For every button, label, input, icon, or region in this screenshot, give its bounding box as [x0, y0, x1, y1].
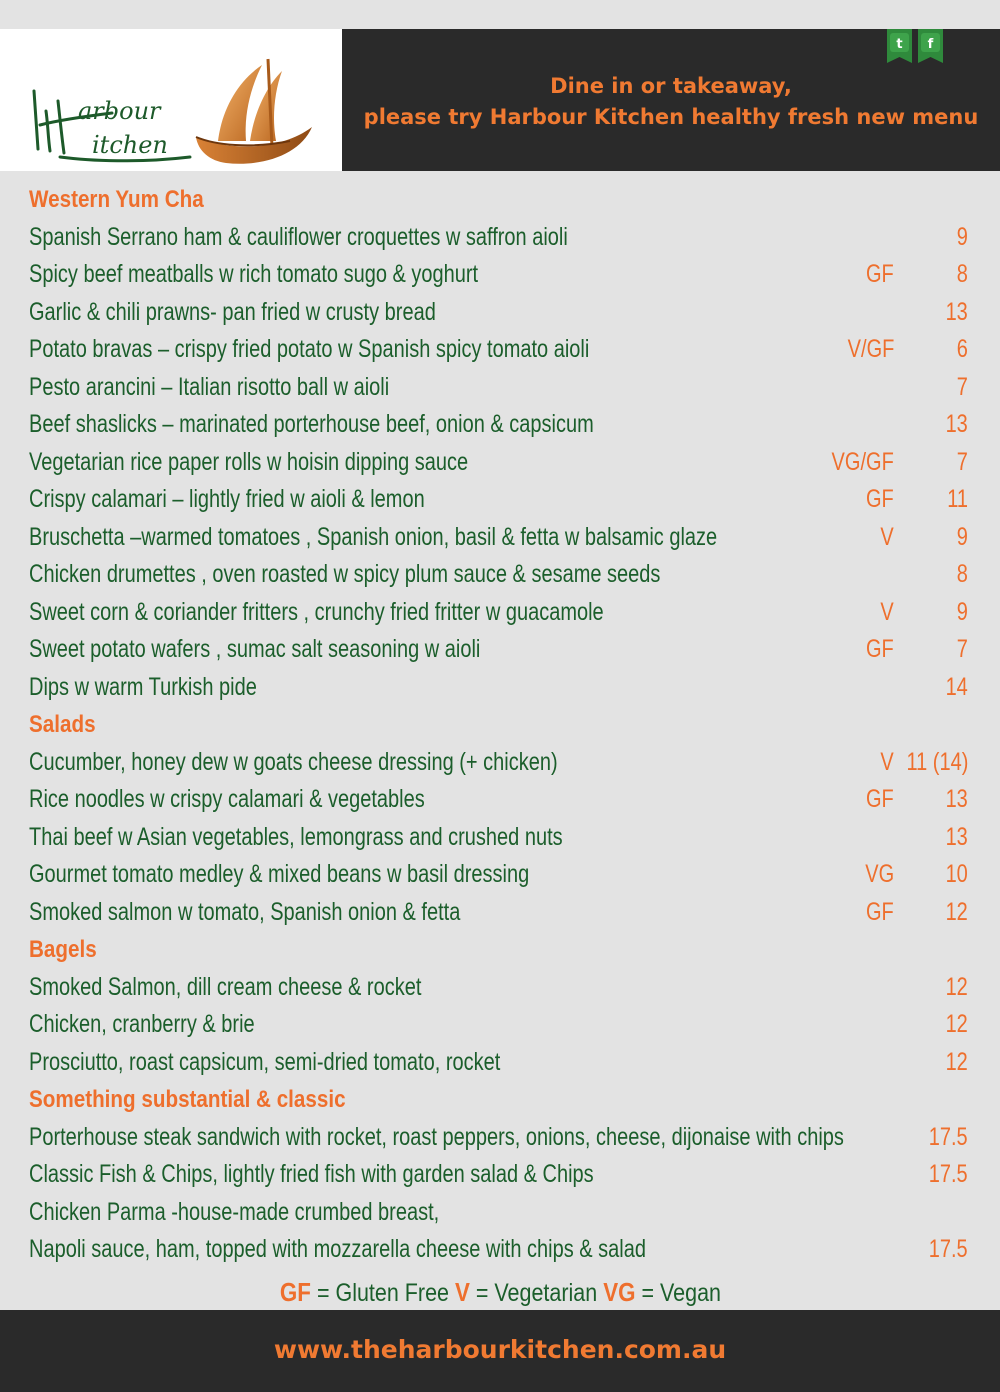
menu-item-name: Sweet corn & coriander fritters , crunchy fried fritter w guacamole [29, 597, 604, 626]
facebook-link[interactable] [918, 29, 943, 63]
menu-item-price: 12 [945, 897, 968, 926]
menu-item-price: 12 [945, 1047, 968, 1076]
section-title: Western Yum Cha [29, 186, 204, 213]
legend-label: = Vegan [641, 1279, 721, 1307]
menu-item [29, 894, 974, 932]
menu-item-price: 13 [945, 785, 968, 814]
menu-item-name: Porterhouse steak sandwich with rocket, roast peppers, onions, cheese, dijonaise with chips [29, 1122, 844, 1151]
menu-item-price: 12 [945, 972, 968, 1001]
menu-item [29, 369, 974, 407]
menu-item [29, 594, 974, 632]
svg-text:itchen: itchen [92, 131, 168, 159]
menu-item-name: Prosciutto, roast capsicum, semi-dried tomato, rocket [29, 1047, 501, 1076]
menu-item-name: Classic Fish & Chips, lightly fried fish with garden salad & Chips [29, 1160, 594, 1189]
twitter-link[interactable] [887, 29, 912, 63]
menu-item [29, 331, 974, 369]
menu-item [29, 1156, 974, 1194]
menu-item-price: 6 [956, 335, 968, 364]
menu-item [29, 969, 974, 1007]
menu-item-price: 8 [956, 260, 968, 289]
menu-item-name: Garlic & chili prawns- pan fried w crusty bread [29, 297, 436, 326]
menu-item [29, 1231, 974, 1269]
legend-label: = Vegetarian [475, 1279, 597, 1307]
dietary-tag: V [880, 597, 894, 626]
dietary-tag: V [880, 747, 894, 776]
website-link[interactable]: www.theharbourkitchen.com.au [273, 1335, 727, 1364]
logo[interactable] [0, 29, 342, 171]
dietary-tag: GF [866, 897, 894, 926]
menu-item [29, 444, 974, 482]
menu-item-name: Sweet potato wafers , sumac salt seasoning w aioli [29, 635, 481, 664]
menu-item-price: 7 [956, 635, 968, 664]
facebook-icon [918, 29, 943, 63]
menu-item-name: Dips w warm Turkish pide [29, 672, 257, 701]
menu-item [29, 1119, 974, 1157]
menu-item-price: 7 [956, 372, 968, 401]
dietary-legend [0, 1274, 1000, 1310]
menu [29, 181, 974, 1269]
header-banner [342, 29, 1000, 171]
dietary-tag: VG [865, 860, 894, 889]
menu-item [29, 481, 974, 519]
dietary-tag: VG/GF [831, 447, 894, 476]
dietary-tag: GF [866, 260, 894, 289]
menu-item [29, 856, 974, 894]
menu-item-price: 9 [956, 522, 968, 551]
menu-item [29, 256, 974, 294]
menu-item [29, 631, 974, 669]
menu-item-price: 7 [956, 447, 968, 476]
menu-item-price: 8 [956, 560, 968, 589]
menu-item-name: Chicken, cranberry & brie [29, 1010, 255, 1039]
menu-item-name: Thai beef w Asian vegetables, lemongrass and crushed nuts [29, 822, 563, 851]
menu-item-name: Napoli sauce, ham, topped with mozzarella cheese with chips & salad [29, 1235, 646, 1264]
menu-item-name: Crispy calamari – lightly fried w aioli & lemon [29, 485, 425, 514]
dietary-tag: GF [866, 485, 894, 514]
menu-item-name: Beef shaslicks – marinated porterhouse beef, onion & capsicum [29, 410, 594, 439]
menu-item-price: 9 [956, 222, 968, 251]
twitter-icon [887, 29, 912, 63]
dietary-tag: GF [866, 635, 894, 664]
menu-item-name: Smoked salmon w tomato, Spanish onion & fetta [29, 897, 461, 926]
legend-label: = Gluten Free [316, 1279, 449, 1307]
menu-item-price: 11 (14) [906, 747, 968, 776]
menu-item [29, 669, 974, 707]
header [0, 29, 1000, 171]
tagline-line-2: please try Harbour Kitchen healthy fresh new menu [363, 105, 979, 129]
tagline-line-1: Dine in or takeaway, [550, 74, 792, 98]
menu-item-price: 13 [945, 410, 968, 439]
menu-item [29, 1006, 974, 1044]
menu-item-name: Rice noodles w crispy calamari & vegetables [29, 785, 425, 814]
menu-item-name: Spanish Serrano ham & cauliflower croquettes w saffron aioli [29, 222, 568, 251]
tagline [342, 71, 1000, 133]
menu-item-name: Spicy beef meatballs w rich tomato sugo & yoghurt [29, 260, 479, 289]
section-title: Bagels [29, 936, 97, 964]
dietary-tag: GF [866, 785, 894, 814]
svg-text:f: f [927, 37, 934, 52]
menu-item [29, 406, 974, 444]
menu-item-name: Cucumber, honey dew w goats cheese dressing (+ chicken) [29, 747, 558, 776]
menu-item [29, 1044, 974, 1082]
menu-item [29, 519, 974, 557]
menu-item-name: Vegetarian rice paper rolls w hoisin dipping sauce [29, 447, 469, 476]
menu-item [29, 1194, 974, 1232]
svg-text:arbour: arbour [78, 97, 161, 125]
svg-text:t: t [896, 37, 903, 52]
menu-item-price: 10 [945, 860, 968, 889]
menu-item-name: Pesto arancini – Italian risotto ball w aioli [29, 372, 390, 401]
menu-item [29, 294, 974, 332]
menu-item-price: 12 [945, 1010, 968, 1039]
legend-code: V [454, 1277, 470, 1307]
menu-item-name: Smoked Salmon, dill cream cheese & rocket [29, 972, 422, 1001]
menu-item [29, 819, 974, 857]
menu-item [29, 219, 974, 257]
dietary-tag: V [880, 522, 894, 551]
menu-item-name: Chicken Parma -house-made crumbed breast, [29, 1197, 440, 1226]
menu-item [29, 556, 974, 594]
menu-item [29, 781, 974, 819]
menu-item-price: 11 [947, 485, 968, 514]
menu-item-price: 17.5 [929, 1160, 968, 1189]
section-title: Salads [29, 711, 96, 739]
footer [0, 1310, 1000, 1392]
menu-item-price: 13 [945, 297, 968, 326]
menu-item-price: 9 [956, 597, 968, 626]
legend-code: GF [279, 1277, 311, 1307]
legend-code: VG [602, 1277, 636, 1307]
menu-item-name: Potato bravas – crispy fried potato w Spanish spicy tomato aioli [29, 335, 590, 364]
menu-item-name: Bruschetta –warmed tomatoes , Spanish onion, basil & fetta w balsamic glaze [29, 522, 718, 551]
menu-item [29, 744, 974, 782]
legend-inner [279, 1274, 720, 1311]
menu-item-price: 13 [945, 822, 968, 851]
section-title: Something substantial & classic [29, 1086, 346, 1114]
menu-item-price: 17.5 [929, 1122, 968, 1151]
menu-item-name: Gourmet tomato medley & mixed beans w basil dressing [29, 860, 530, 889]
menu-item-name: Chicken drumettes , oven roasted w spicy plum sauce & sesame seeds [29, 560, 661, 589]
dietary-tag: V/GF [847, 335, 894, 364]
menu-item-price: 17.5 [929, 1235, 968, 1264]
boat-logo-icon [0, 29, 342, 171]
menu-item-price: 14 [945, 672, 968, 701]
